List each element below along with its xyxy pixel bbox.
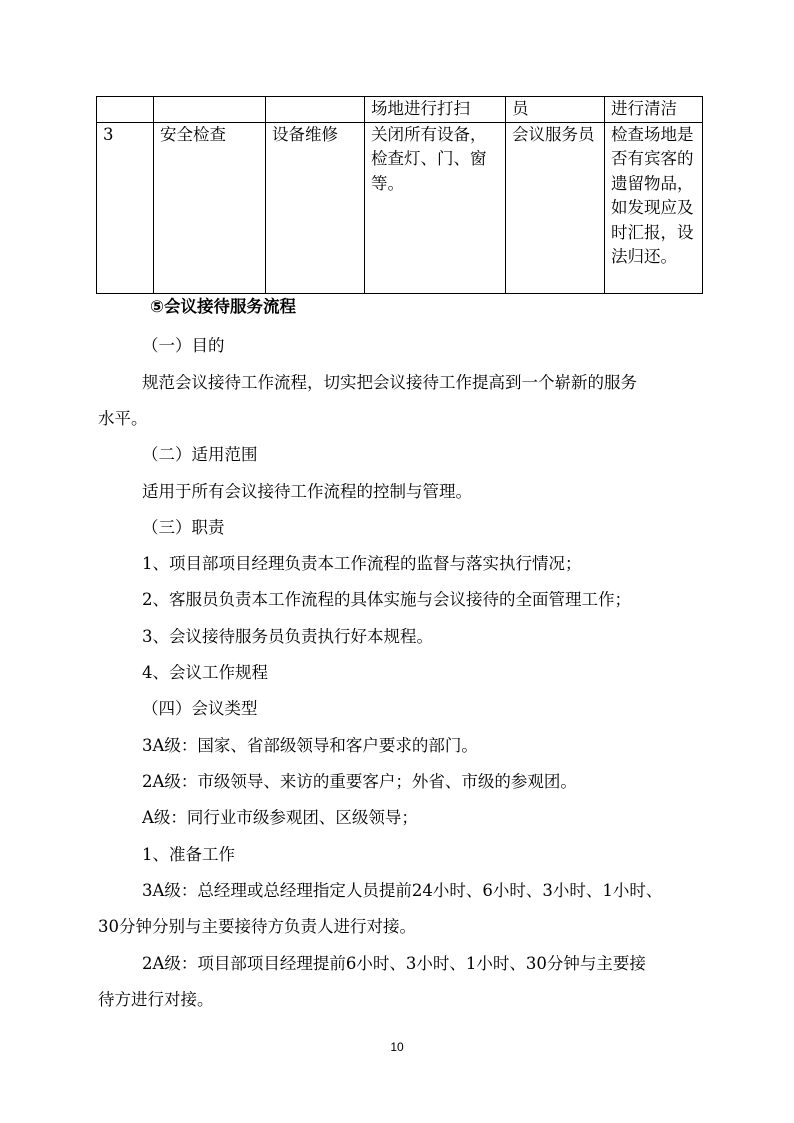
subsection-heading: （三）职责 [142,518,225,537]
subsection-heading: （四）会议类型 [142,699,258,718]
list-item: A级：同行业市级参观团、区级领导； [142,808,418,827]
subsection-heading: 1、准备工作 [142,845,235,864]
list-item: 1、项目部项目经理负责本工作流程的监督与落实执行情况； [142,554,582,573]
table-cell [154,97,266,123]
page-number: 10 [390,1040,404,1054]
table-cell: 员 [506,97,605,123]
paragraph-line: 3A级：总经理或总经理指定人员提前24小时、6小时、3小时、1小时、 [142,881,663,900]
table-cell [97,97,154,123]
table-row [97,122,703,293]
section-title: ⑤会议接待服务流程 [150,297,296,316]
table-cell: 进行清洁 [605,97,703,123]
list-item: 4、会议工作规程 [142,663,268,682]
table-cell: 安全检查 [154,122,266,293]
paragraph-line: 待方进行对接。 [98,990,214,1009]
subsection-heading: （一）目的 [142,336,225,355]
table-cell: 关闭所有设备，检查灯、门、窗等。 [365,122,506,293]
paragraph-line: 水平。 [98,409,148,428]
table-cell [266,97,365,123]
subsection-heading: （二）适用范围 [142,445,258,464]
list-item: 3、会议接待服务员负责执行好本规程。 [142,627,433,646]
table-cell: 3 [97,122,154,293]
table-cell: 场地进行打扫 [365,97,506,123]
paragraph-line: 2A级：项目部项目经理提前6小时、3小时、1小时、30分钟与主要接 [142,954,646,973]
list-item: 2A级：市级领导、来访的重要客户；外省、市级的参观团。 [142,772,577,791]
paragraph-line: 30分钟分别与主要接待方负责人进行对接。 [98,917,416,936]
table-cell: 设备维修 [266,122,365,293]
list-item: 3A级：国家、省部级领导和客户要求的部门。 [142,736,478,755]
table-cell: 会议服务员 [506,122,605,293]
paragraph-line: 适用于所有会议接待工作流程的控制与管理。 [142,482,472,501]
table-cell: 检查场地是否有宾客的遗留物品，如发现应及时汇报，设法归还。 [605,122,703,293]
list-item: 2、客服员负责本工作流程的具体实施与会议接待的全面管理工作； [142,590,631,609]
paragraph-line: 规范会议接待工作流程，切实把会议接待工作提高到一个崭新的服务 [142,373,637,392]
service-table [96,96,703,294]
table-row [97,97,703,123]
